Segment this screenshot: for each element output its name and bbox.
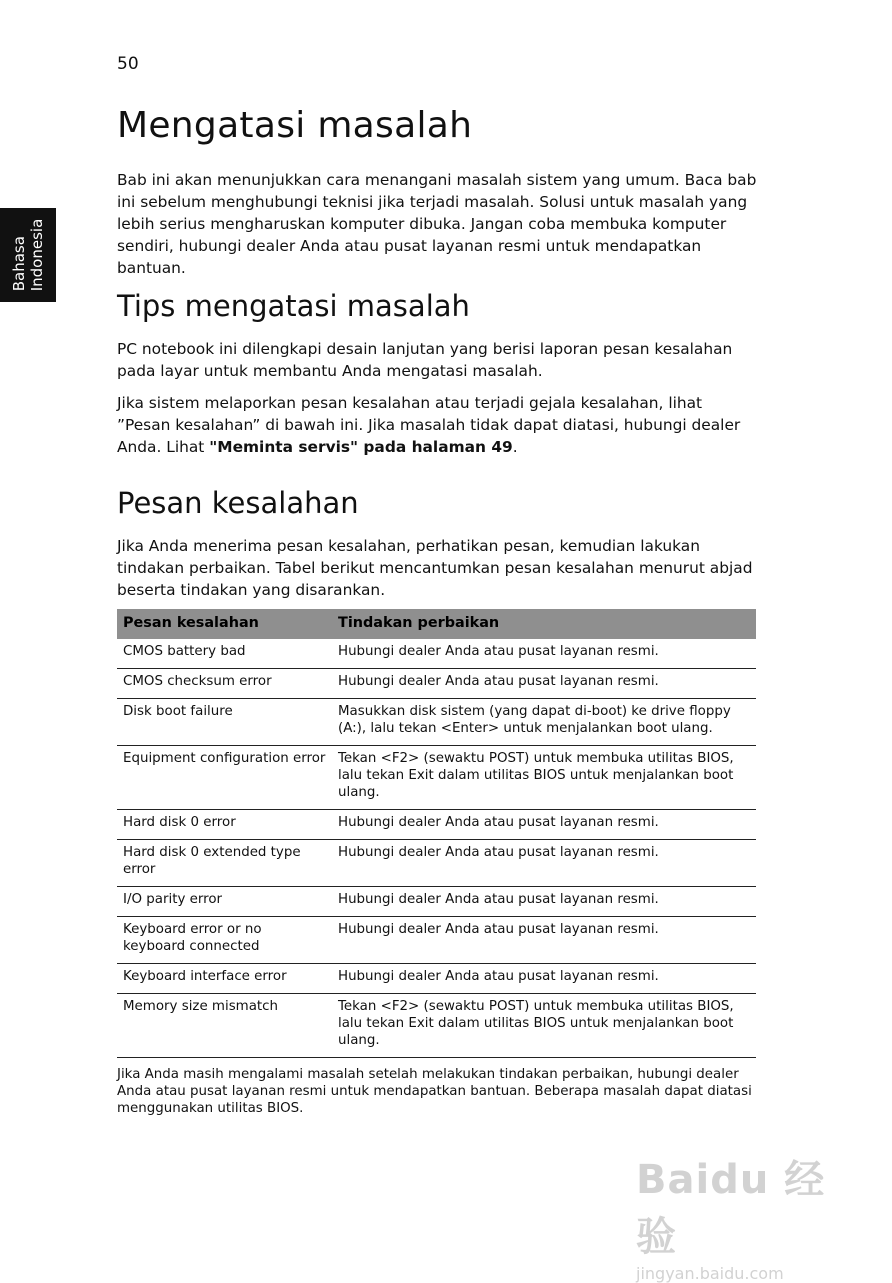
error-message-cell: Memory size mismatch — [117, 993, 332, 1057]
action-cell: Hubungi dealer Anda atau pusat layanan resmi. — [332, 886, 756, 916]
table-row — [117, 639, 756, 669]
service-reference-link[interactable]: "Meminta servis" pada halaman 49 — [209, 437, 513, 456]
side-tab-line-2: Indonesia — [28, 218, 46, 292]
page-title: Mengatasi masalah — [117, 105, 473, 146]
table-row — [117, 668, 756, 698]
action-cell: Hubungi dealer Anda atau pusat layanan resmi. — [332, 668, 756, 698]
watermark-url: jingyan.baidu.com — [636, 1264, 784, 1283]
action-cell: Hubungi dealer Anda atau pusat layanan resmi. — [332, 916, 756, 963]
action-text-end: dalam utilitas BIOS untuk menjalankan boot ulang. — [338, 1015, 734, 1048]
error-message-cell: I/O parity error — [117, 886, 332, 916]
action-cell: Hubungi dealer Anda atau pusat layanan resmi. — [332, 839, 756, 886]
table-row — [117, 698, 756, 745]
action-cell — [332, 698, 756, 745]
action-text-end: untuk menjalankan boot ulang. — [499, 720, 713, 736]
error-message-cell: CMOS battery bad — [117, 639, 332, 669]
error-message-cell: Hard disk 0 extended type error — [117, 839, 332, 886]
errors-heading: Pesan kesalahan — [117, 485, 359, 520]
table-row — [117, 916, 756, 963]
action-text-middle: (sewaktu POST) untuk membuka utilitas BIOS, lalu tekan — [338, 750, 734, 783]
f2-key-label: <F2> — [380, 998, 420, 1014]
error-message-cell: Hard disk 0 error — [117, 809, 332, 839]
table-footer-note: Jika Anda masih mengalami masalah setelah melakukan tindakan perbaikan, hubungi dealer Anda atau pusat layanan resmi untuk mendapatkan bantuan. Beberapa masalah dapat diatasi menggunakan utilitas BIOS. — [117, 1066, 752, 1116]
side-tab-line-1: Bahasa — [10, 236, 28, 292]
action-text: Tekan — [338, 750, 381, 766]
action-text-end: dalam utilitas BIOS untuk menjalankan boot ulang. — [338, 767, 734, 800]
action-cell: Hubungi dealer Anda atau pusat layanan resmi. — [332, 963, 756, 993]
error-message-cell: Keyboard interface error — [117, 963, 332, 993]
table-header-row — [117, 609, 756, 639]
exit-key-label: Exit — [408, 1015, 434, 1031]
table-row — [117, 745, 756, 809]
page-number: 50 — [117, 54, 139, 74]
action-cell — [332, 745, 756, 809]
action-text: Tekan — [338, 998, 381, 1014]
intro-paragraph: Bab ini akan menunjukkan cara menangani masalah sistem yang umum. Baca bab ini sebelum menghubungi teknisi jika terjadi masalah. Solusi untuk masalah yang lebih serius mengharuskan komputer dibuka. Jangan coba membuka komputer sendiri, hubungi dealer Anda atau pusat layanan resmi untuk mendapatkan bantuan. — [117, 171, 757, 278]
watermark-logo: Baidu 经验 — [636, 1157, 826, 1260]
error-message-cell: Disk boot failure — [117, 698, 332, 745]
error-table — [117, 609, 756, 1058]
action-cell — [332, 993, 756, 1057]
column-header-message: Pesan kesalahan — [117, 609, 332, 639]
action-text: Masukkan disk sistem (yang dapat di-boot) ke drive floppy (A:), lalu tekan — [338, 703, 731, 736]
tips-paragraph-1: PC notebook ini dilengkapi desain lanjutan yang berisi laporan pesan kesalahan pada layar untuk membantu Anda mengatasi masalah. — [117, 339, 733, 380]
table-row — [117, 963, 756, 993]
f2-key-label: <F2> — [380, 750, 420, 766]
exit-key-label: Exit — [408, 767, 434, 783]
enter-key-label: <Enter> — [440, 720, 500, 736]
table-row — [117, 839, 756, 886]
errors-intro: Jika Anda menerima pesan kesalahan, perhatikan pesan, kemudian lakukan tindakan perbaikan. Tabel berikut mencantumkan pesan kesalahan menurut abjad beserta tindakan yang disarankan. — [117, 536, 753, 599]
column-header-action: Tindakan perbaikan — [332, 609, 756, 639]
error-message-cell: CMOS checksum error — [117, 668, 332, 698]
page-content — [117, 104, 757, 1117]
tips-paragraph-2-end: . — [512, 437, 518, 456]
table-row — [117, 809, 756, 839]
action-text-middle: (sewaktu POST) untuk membuka utilitas BIOS, lalu tekan — [338, 998, 734, 1031]
tips-paragraph-2-text: Jika sistem melaporkan pesan kesalahan atau terjadi gejala kesalahan, lihat ”Pesan kesalahan” di bawah ini. Jika masalah tidak dapat diatasi, hubungi dealer Anda. Lihat — [117, 393, 741, 456]
tips-heading: Tips mengatasi masalah — [117, 289, 470, 324]
table-row — [117, 886, 756, 916]
tips-paragraph-2 — [117, 392, 757, 458]
baidu-watermark — [636, 1148, 846, 1283]
table-row — [117, 993, 756, 1057]
language-side-tab — [0, 208, 56, 302]
action-cell: Hubungi dealer Anda atau pusat layanan resmi. — [332, 809, 756, 839]
error-message-cell: Keyboard error or no keyboard connected — [117, 916, 332, 963]
action-cell: Hubungi dealer Anda atau pusat layanan resmi. — [332, 639, 756, 669]
error-message-cell: Equipment configuration error — [117, 745, 332, 809]
